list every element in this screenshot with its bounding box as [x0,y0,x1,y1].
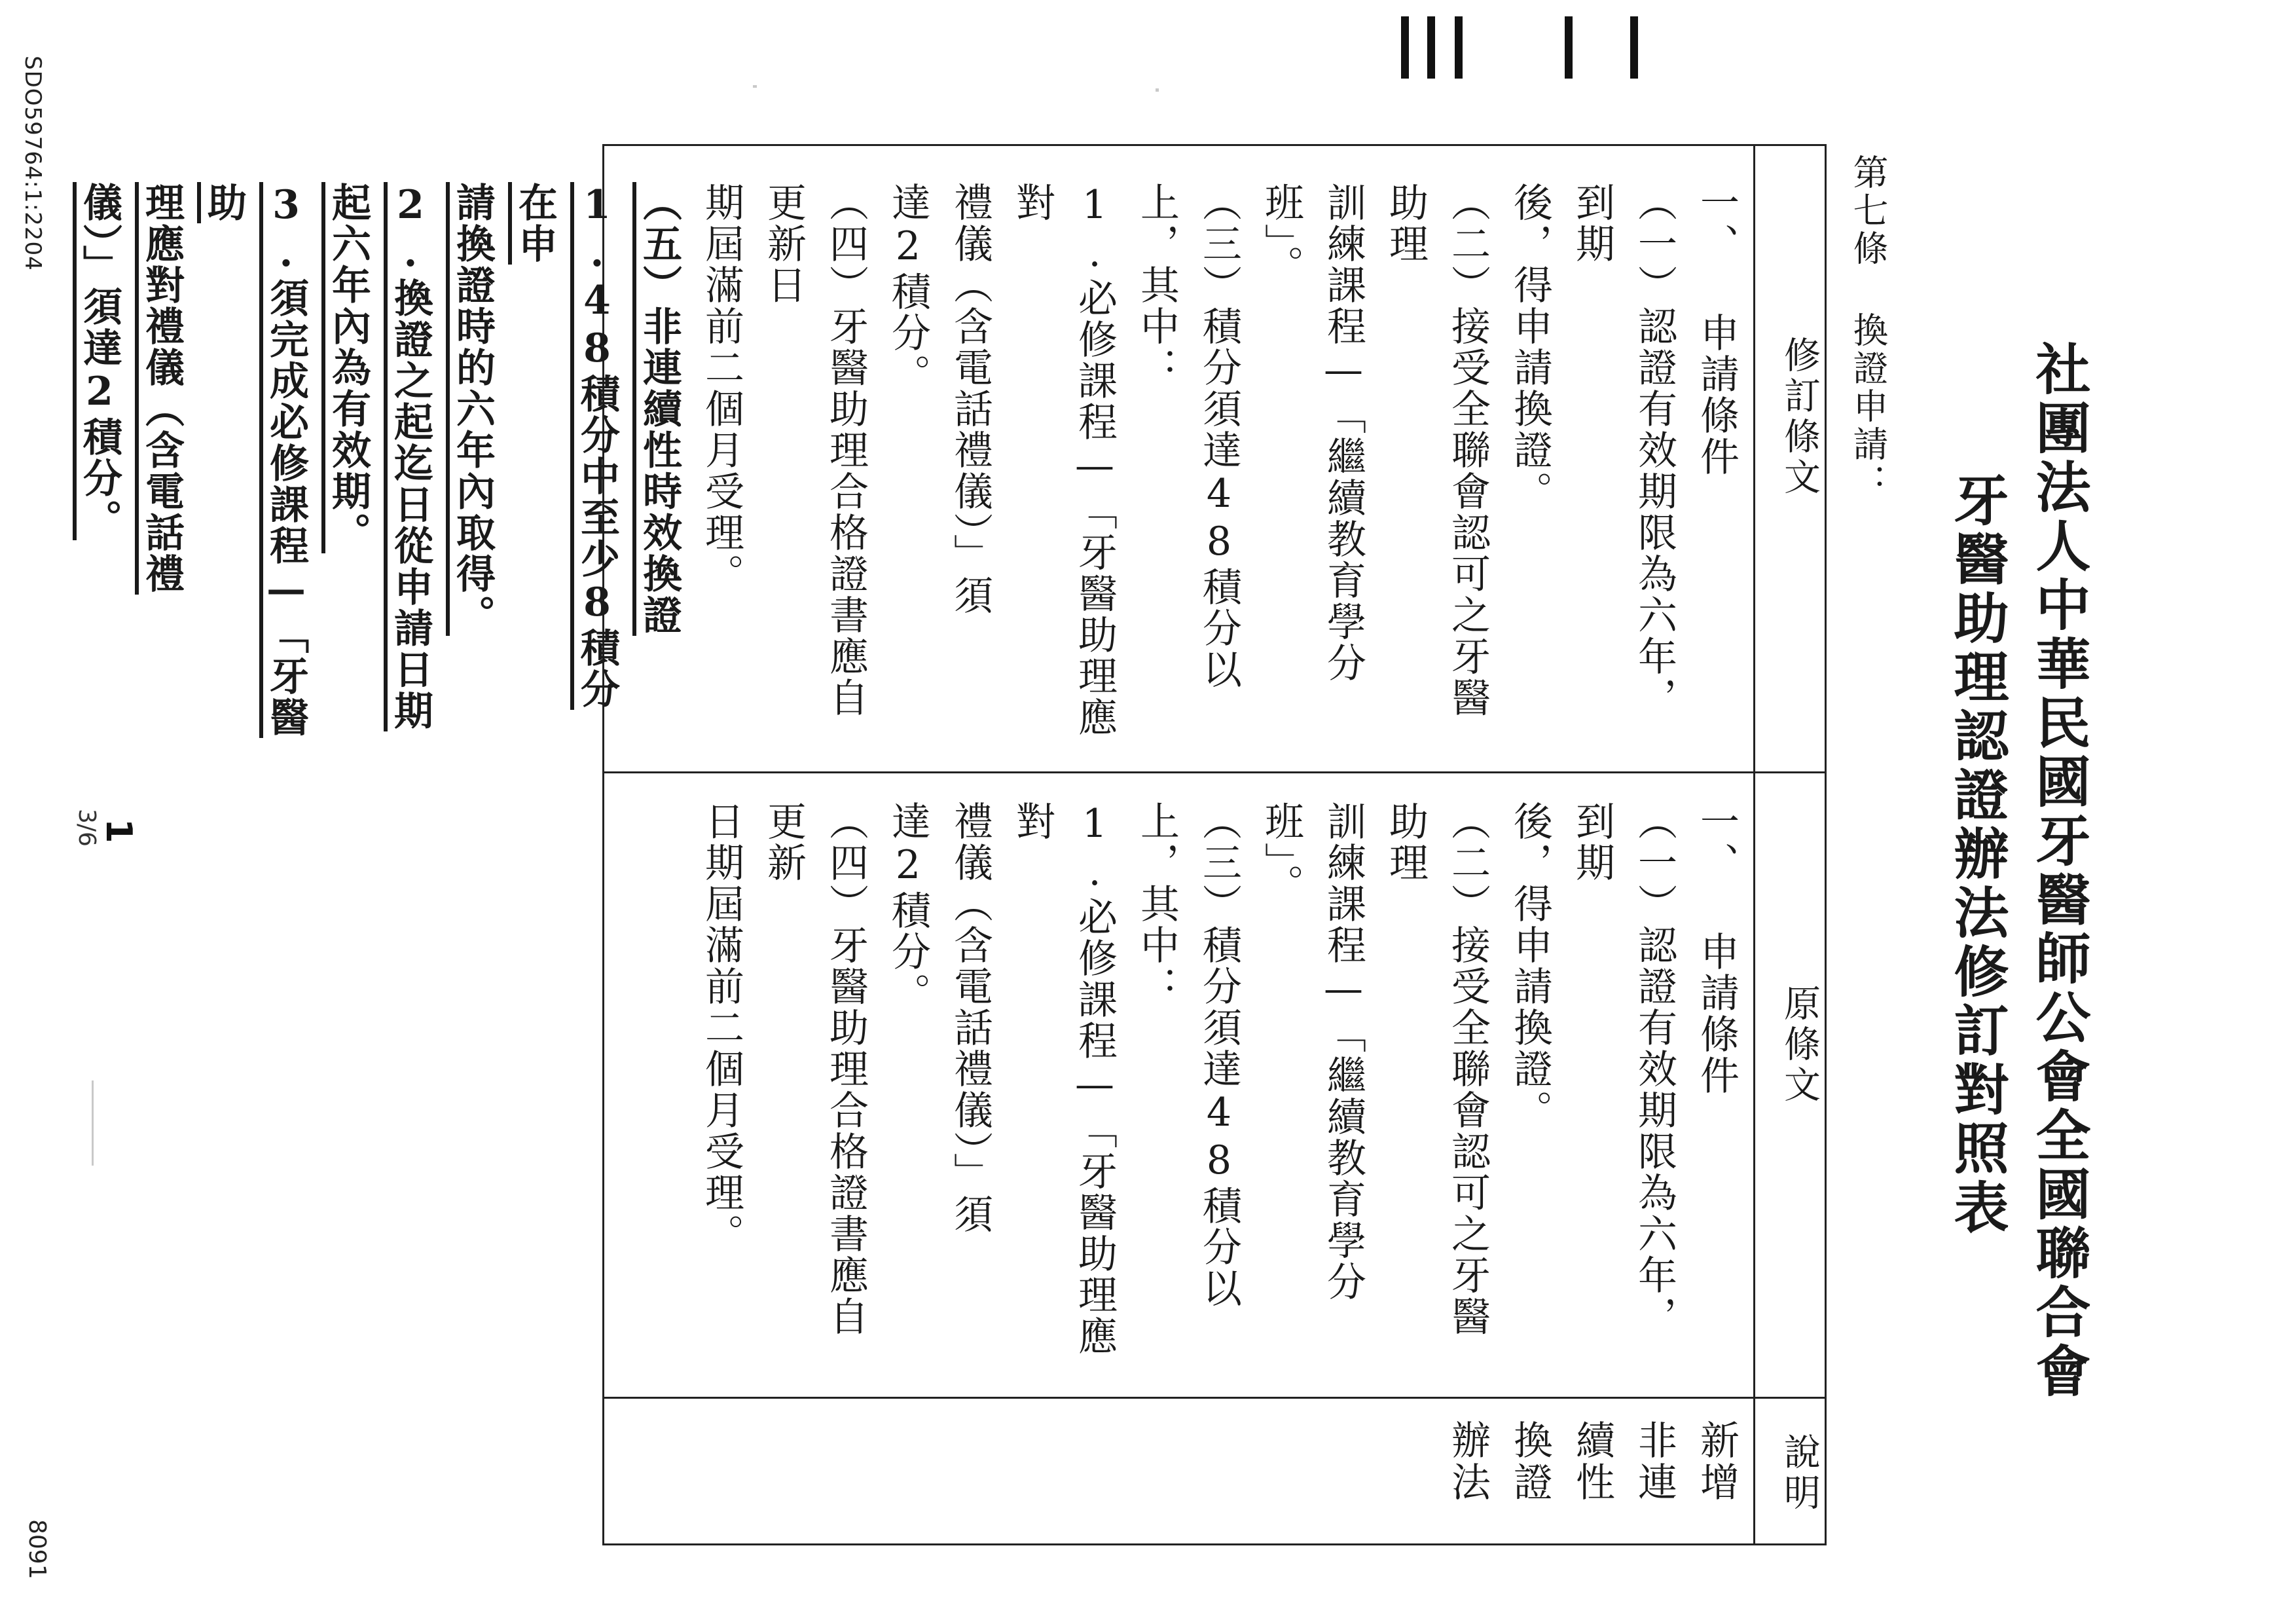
document-title-organization: 社團法人中華民國牙醫師公會全國聯合會 [2027,341,2092,1401]
table-line: （三）積分須達48積分以上，其中： [1134,182,1242,690]
note-text-column [1436,1420,1747,1543]
header-divider [1753,146,1755,1543]
original-text-column [690,801,1747,1364]
table-line: 達2積分。 [885,182,931,395]
scan-mark [1401,16,1409,79]
table-line: 連續性 [1569,1420,1677,1504]
header-original: 原條文 [1778,984,1821,1106]
table-line: 禮儀（含電話禮儀）」須 [947,801,993,1235]
table-line: （四）牙醫助理合格證書應自更新 [761,801,869,1337]
column-divider-revised-original [604,771,1825,773]
table-line: 一、 申請條件 [1694,801,1740,1096]
table-line: 訓練課程—「繼續教育學分 [1321,801,1366,1302]
table-line: 後，得申請換證。 [1507,182,1553,512]
header-note: 說明 [1778,1433,1821,1514]
page-number: 3/6 [73,809,100,847]
table-line: 班」。 [1258,182,1304,286]
page-mark: 1 [98,819,139,843]
table-line: 日期屆滿前二個月受理。 [699,801,744,1255]
table-line: 達2積分。 [885,801,931,1014]
table-line: （四）牙醫助理合格證書應自更新日 [761,182,869,718]
table-line: 期屆滿前二個月受理。 [699,182,744,595]
table-line: （三）積分須達48積分以上，其中： [1134,801,1242,1309]
scan-mark [1427,16,1435,79]
table-line: 1.必修課程—「牙醫助理應對 [1010,801,1118,1357]
table-line: 後，得申請換證。 [1507,801,1553,1131]
scan-mark [1630,16,1638,79]
table-line: 理應對禮儀（含電話禮 [139,182,185,595]
table-line: 起六年內為有效期。 [325,182,371,553]
table-line: 禮儀（含電話禮儀）」須 [947,182,993,616]
table-line: 儀）」須達2積分。 [77,182,122,540]
document-id: SDO59764:1:2204 [20,56,46,271]
table-line: 1.48積分中至少8積分在申 [512,182,620,710]
table-line: （二）接受全聯會認可之牙醫助理 [1383,801,1491,1337]
table-line: （二）接受全聯會認可之牙醫助理 [1383,182,1491,718]
article-heading: 第七條 換證申請： [1848,154,1889,502]
column-divider-original-note [604,1397,1825,1399]
table-line: 訓練課程—「繼續教育學分 [1321,182,1366,684]
table-line: （五）非連續性時效換證 [636,182,682,636]
table-line: 新增非 [1631,1420,1740,1504]
table-line: 換證辦 [1445,1420,1553,1504]
scan-speck [1156,88,1159,92]
table-line: 班」。 [1258,801,1304,905]
table-line: 2.換證之起迄日從申請日期 [388,182,433,731]
scan-mark [1565,16,1573,79]
table-line: 1.必修課程—「牙醫助理應對 [1010,182,1118,738]
table-line: （一）認證有效期限為六年，到期 [1569,182,1677,718]
document-title-subject: 牙醫助理認證辦法修訂對照表 [1945,471,2010,1238]
table-line: 法 [1445,1462,1491,1504]
header-revised: 修訂條文 [1778,336,1821,498]
scan-speck [753,85,757,88]
table-line: 一、 申請條件 [1694,182,1740,477]
scan-streak [92,1080,94,1166]
stamp-number: 8091 [24,1519,50,1579]
scan-mark [1455,16,1463,79]
table-line: 請換證時的六年內取得。 [450,182,496,636]
table-line: （一）認證有效期限為六年，到期 [1569,801,1677,1337]
table-line: 3.須完成必修課程—「牙醫助 [201,182,309,738]
revised-text-column [68,182,1747,745]
